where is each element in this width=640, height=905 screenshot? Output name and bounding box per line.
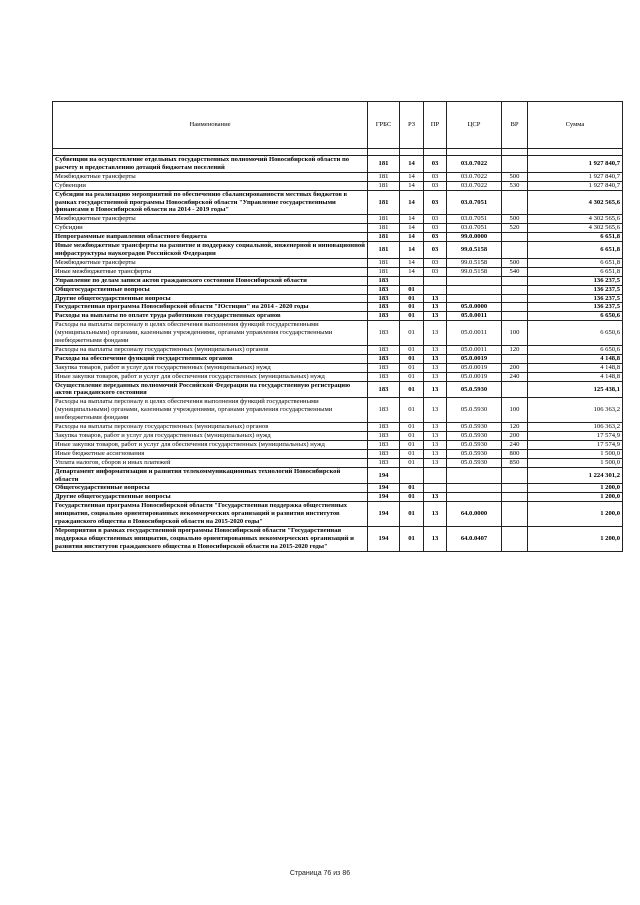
row-pr: 03: [424, 156, 447, 173]
row-grbs: 194: [368, 467, 400, 484]
row-sum: 6 650,6: [528, 312, 623, 321]
row-name: Иные бюджетные ассигнования: [53, 449, 368, 458]
row-sum: 106 363,2: [528, 423, 623, 432]
row-csr: [447, 294, 502, 303]
row-rz: 01: [400, 381, 424, 398]
table-row: [53, 526, 623, 551]
row-csr: 99.0.0000: [447, 233, 502, 242]
row-grbs: 183: [368, 276, 400, 285]
table-row: [53, 224, 623, 233]
table-row: [53, 449, 623, 458]
row-sum: 6 650,6: [528, 321, 623, 346]
row-pr: 13: [424, 321, 447, 346]
row-rz: 01: [400, 321, 424, 346]
table-row: [53, 398, 623, 423]
table-row: [53, 285, 623, 294]
row-sum: 136 237,5: [528, 285, 623, 294]
row-csr: [447, 484, 502, 493]
row-csr: 99.0.5158: [447, 267, 502, 276]
row-name: Субсидии на реализацию мероприятий по обеспечению сбалансированности местных бюджетов в рамках государственной программы Новосибирской области "Управление государственными финансами в Новосибирской области на 2014 - 2019 годы": [53, 190, 368, 215]
header-csr: ЦСР: [447, 102, 502, 149]
row-pr: 13: [424, 363, 447, 372]
row-name: Общегосударственные вопросы: [53, 285, 368, 294]
row-vr: 200: [502, 432, 528, 441]
row-rz: 01: [400, 432, 424, 441]
row-pr: 13: [424, 502, 447, 527]
row-sum: 17 574,9: [528, 432, 623, 441]
row-csr: 03.0.7022: [447, 181, 502, 190]
row-rz: [400, 276, 424, 285]
row-rz: 01: [400, 398, 424, 423]
row-vr: [502, 190, 528, 215]
table-row: [53, 312, 623, 321]
row-vr: [502, 502, 528, 527]
row-vr: [502, 285, 528, 294]
row-rz: 01: [400, 345, 424, 354]
row-csr: 05.0.5930: [447, 449, 502, 458]
row-csr: [447, 285, 502, 294]
row-vr: [502, 294, 528, 303]
row-rz: 01: [400, 449, 424, 458]
row-pr: 03: [424, 258, 447, 267]
row-pr: [424, 467, 447, 484]
row-vr: [502, 381, 528, 398]
row-pr: 13: [424, 312, 447, 321]
row-name: Расходы на выплаты персоналу в целях обеспечения выполнения функций государственными (муниципальными) органами, казенными учреждениями, органами управления государственными внебюджетными фондами: [53, 321, 368, 346]
row-vr: [502, 354, 528, 363]
row-name: Другие общегосударственные вопросы: [53, 294, 368, 303]
row-csr: 05.0.0019: [447, 372, 502, 381]
row-sum: 1 500,0: [528, 458, 623, 467]
row-name: Межбюджетные трансферты: [53, 172, 368, 181]
table-row: [53, 258, 623, 267]
row-grbs: 183: [368, 354, 400, 363]
row-csr: 03.0.7022: [447, 156, 502, 173]
row-pr: 13: [424, 303, 447, 312]
table-row: [53, 354, 623, 363]
table-row: [53, 172, 623, 181]
header-grbs: ГРБС: [368, 102, 400, 149]
row-sum: 1 224 301,2: [528, 467, 623, 484]
row-name: Осуществление переданных полномочий Российской Федерации на государственную регистрацию актов гражданского состояния: [53, 381, 368, 398]
row-csr: 05.0.5930: [447, 458, 502, 467]
row-grbs: 183: [368, 294, 400, 303]
table-row: [53, 423, 623, 432]
row-vr: [502, 303, 528, 312]
row-grbs: 181: [368, 267, 400, 276]
row-pr: 13: [424, 372, 447, 381]
row-sum: 136 237,5: [528, 276, 623, 285]
table-header-row: [53, 102, 623, 149]
row-csr: 99.0.5158: [447, 258, 502, 267]
row-rz: 14: [400, 172, 424, 181]
row-grbs: 181: [368, 172, 400, 181]
row-pr: 13: [424, 526, 447, 551]
row-name: Иные межбюджетные трансферты на развитие и поддержку социальной, инженерной и инновационной инфраструктуры наукоградов Российской Федерации: [53, 242, 368, 259]
row-rz: 01: [400, 440, 424, 449]
row-pr: [424, 484, 447, 493]
row-sum: 4 148,8: [528, 372, 623, 381]
page-number: Страница 76 из 86: [289, 870, 351, 877]
row-sum: 1 927 840,7: [528, 172, 623, 181]
row-sum: 6 651,8: [528, 258, 623, 267]
row-grbs: 183: [368, 321, 400, 346]
row-grbs: 183: [368, 423, 400, 432]
row-name: Уплата налогов, сборов и иных платежей: [53, 458, 368, 467]
row-csr: [447, 493, 502, 502]
row-sum: 136 237,5: [528, 303, 623, 312]
row-name: Субвенции на осуществление отдельных государственных полномочий Новосибирской области по расчету и предоставлению дотаций бюджетам поселений: [53, 156, 368, 173]
row-vr: 500: [502, 172, 528, 181]
row-name: Общегосударственные вопросы: [53, 484, 368, 493]
row-grbs: 181: [368, 233, 400, 242]
row-grbs: 181: [368, 156, 400, 173]
table-row: [53, 276, 623, 285]
row-vr: [502, 484, 528, 493]
row-sum: 17 574,9: [528, 440, 623, 449]
row-pr: 03: [424, 224, 447, 233]
row-vr: 120: [502, 423, 528, 432]
table-row: [53, 215, 623, 224]
row-rz: 14: [400, 233, 424, 242]
row-pr: 03: [424, 215, 447, 224]
table-row: [53, 372, 623, 381]
row-name: Расходы на обеспечение функций государственных органов: [53, 354, 368, 363]
row-rz: 01: [400, 458, 424, 467]
row-rz: 14: [400, 242, 424, 259]
row-sum: 1 500,0: [528, 449, 623, 458]
row-name: Субсидии: [53, 224, 368, 233]
row-pr: 03: [424, 190, 447, 215]
row-name: Иные межбюджетные трансферты: [53, 267, 368, 276]
row-grbs: 183: [368, 381, 400, 398]
row-vr: [502, 467, 528, 484]
row-csr: 05.0.0011: [447, 312, 502, 321]
header-sum: Сумма: [528, 102, 623, 149]
row-rz: 01: [400, 372, 424, 381]
table-row: [53, 321, 623, 346]
row-name: Закупка товаров, работ и услуг для государственных (муниципальных) нужд: [53, 363, 368, 372]
row-rz: 14: [400, 267, 424, 276]
row-csr: [447, 467, 502, 484]
table-row: [53, 233, 623, 242]
table-row: [53, 242, 623, 259]
row-name: Управление по делам записи актов гражданского состояния Новосибирской области: [53, 276, 368, 285]
row-pr: 13: [424, 294, 447, 303]
row-rz: 01: [400, 312, 424, 321]
table-body: [53, 149, 623, 552]
table-row: [53, 458, 623, 467]
row-pr: 03: [424, 172, 447, 181]
row-sum: 1 927 840,7: [528, 156, 623, 173]
row-sum: 4 148,8: [528, 363, 623, 372]
row-csr: 05.0.5930: [447, 381, 502, 398]
row-rz: 14: [400, 215, 424, 224]
row-vr: [502, 493, 528, 502]
row-name: Межбюджетные трансферты: [53, 215, 368, 224]
row-pr: 03: [424, 267, 447, 276]
row-vr: [502, 526, 528, 551]
row-sum: 1 200,0: [528, 526, 623, 551]
row-grbs: 181: [368, 242, 400, 259]
row-vr: 520: [502, 224, 528, 233]
row-name: Расходы на выплаты персоналу государственных (муниципальных) органов: [53, 423, 368, 432]
row-pr: 13: [424, 423, 447, 432]
row-sum: 6 650,6: [528, 345, 623, 354]
row-sum: 106 363,2: [528, 398, 623, 423]
row-grbs: 194: [368, 493, 400, 502]
row-rz: 01: [400, 354, 424, 363]
row-csr: 03.0.7022: [447, 172, 502, 181]
row-vr: 500: [502, 258, 528, 267]
row-grbs: 183: [368, 303, 400, 312]
row-grbs: 183: [368, 458, 400, 467]
row-sum: 4 302 565,6: [528, 190, 623, 215]
row-csr: 64.0.0000: [447, 502, 502, 527]
row-sum: 4 302 565,6: [528, 215, 623, 224]
row-rz: 01: [400, 526, 424, 551]
row-pr: 13: [424, 398, 447, 423]
table-row: [53, 484, 623, 493]
table-row: [53, 381, 623, 398]
row-rz: 01: [400, 285, 424, 294]
row-vr: [502, 312, 528, 321]
row-grbs: 183: [368, 398, 400, 423]
row-name: Департамент информатизации и развития телекоммуникационных технологий Новосибирской области: [53, 467, 368, 484]
row-vr: 530: [502, 181, 528, 190]
row-sum: 1 200,0: [528, 493, 623, 502]
row-csr: 99.0.5158: [447, 242, 502, 259]
row-csr: 05.0.0011: [447, 321, 502, 346]
row-rz: 14: [400, 258, 424, 267]
row-rz: 01: [400, 363, 424, 372]
row-sum: 6 651,8: [528, 267, 623, 276]
row-rz: 14: [400, 224, 424, 233]
header-vr: ВР: [502, 102, 528, 149]
table-row: [53, 493, 623, 502]
row-csr: 05.0.0019: [447, 363, 502, 372]
row-grbs: 183: [368, 312, 400, 321]
row-rz: 01: [400, 303, 424, 312]
row-vr: 850: [502, 458, 528, 467]
row-csr: 05.0.0000: [447, 303, 502, 312]
row-name: Иные закупки товаров, работ и услуг для обеспечения государственных (муниципальных) нужд: [53, 372, 368, 381]
row-grbs: 194: [368, 502, 400, 527]
row-pr: 13: [424, 449, 447, 458]
row-name: Государственная программа Новосибирской области "Юстиция" на 2014 - 2020 годы: [53, 303, 368, 312]
row-vr: [502, 233, 528, 242]
row-pr: [424, 285, 447, 294]
row-grbs: 181: [368, 258, 400, 267]
row-grbs: 181: [368, 215, 400, 224]
row-csr: 05.0.5930: [447, 398, 502, 423]
row-name: Другие общегосударственные вопросы: [53, 493, 368, 502]
row-vr: 540: [502, 267, 528, 276]
row-csr: 05.0.5930: [447, 432, 502, 441]
row-grbs: 183: [368, 363, 400, 372]
row-name: Мероприятия в рамках государственной программы Новосибирской области "Государственная поддержка общественных инициатив, социально ориентированных некоммерческих организаций и развития институтов гражданского общества в Новосибирской области на 2015-2020 годы": [53, 526, 368, 551]
row-sum: 1 927 840,7: [528, 181, 623, 190]
row-grbs: 183: [368, 345, 400, 354]
row-pr: [424, 276, 447, 285]
row-csr: 64.0.0407: [447, 526, 502, 551]
row-grbs: 183: [368, 449, 400, 458]
row-sum: 6 651,8: [528, 233, 623, 242]
row-pr: 03: [424, 233, 447, 242]
row-rz: [400, 467, 424, 484]
row-vr: 800: [502, 449, 528, 458]
row-grbs: 181: [368, 181, 400, 190]
row-pr: 03: [424, 181, 447, 190]
row-vr: 240: [502, 372, 528, 381]
row-grbs: 181: [368, 190, 400, 215]
row-sum: 4 302 565,6: [528, 224, 623, 233]
row-csr: 05.0.0011: [447, 345, 502, 354]
row-grbs: 183: [368, 372, 400, 381]
row-vr: [502, 276, 528, 285]
row-pr: 03: [424, 242, 447, 259]
table-row: [53, 345, 623, 354]
header-pr: ПР: [424, 102, 447, 149]
row-csr: 03.0.7051: [447, 215, 502, 224]
row-sum: 125 438,1: [528, 381, 623, 398]
row-vr: [502, 242, 528, 259]
row-csr: 05.0.0019: [447, 354, 502, 363]
table-row: [53, 181, 623, 190]
table-row: [53, 467, 623, 484]
row-pr: 13: [424, 458, 447, 467]
table-row: [53, 502, 623, 527]
row-sum: 1 200,0: [528, 502, 623, 527]
row-csr: 05.0.5930: [447, 423, 502, 432]
row-vr: 200: [502, 363, 528, 372]
header-name: Наименование: [53, 102, 368, 149]
row-name: Иные закупки товаров, работ и услуг для обеспечения государственных (муниципальных) нужд: [53, 440, 368, 449]
row-vr: [502, 156, 528, 173]
row-vr: 100: [502, 321, 528, 346]
table-row: [53, 363, 623, 372]
row-name: Расходы на выплаты персоналу государственных (муниципальных) органов: [53, 345, 368, 354]
row-rz: 01: [400, 484, 424, 493]
row-pr: 13: [424, 432, 447, 441]
row-csr: 05.0.5930: [447, 440, 502, 449]
row-sum: 6 651,8: [528, 242, 623, 259]
row-rz: 01: [400, 294, 424, 303]
row-name: Расходы на выплаты персоналу в целях обеспечения выполнения функций государственными (муниципальными) органами, казенными учреждениями, органами управления государственными внебюджетными фондами: [53, 398, 368, 423]
row-rz: 14: [400, 156, 424, 173]
row-rz: 01: [400, 502, 424, 527]
table-row: [53, 156, 623, 173]
row-pr: 13: [424, 493, 447, 502]
row-csr: 03.0.7051: [447, 190, 502, 215]
row-pr: 13: [424, 345, 447, 354]
row-rz: 14: [400, 181, 424, 190]
row-name: Непрограммные направления областного бюджета: [53, 233, 368, 242]
row-csr: 03.0.7051: [447, 224, 502, 233]
row-rz: 01: [400, 493, 424, 502]
row-name: Государственная программа Новосибирской области "Государственная поддержка общественных инициатив, социально ориентированных некоммерческих организаций и развития институтов гражданского общества в Новосибирской области на 2015-2020 годы": [53, 502, 368, 527]
table-row: [53, 267, 623, 276]
row-grbs: 183: [368, 432, 400, 441]
row-vr: 100: [502, 398, 528, 423]
row-sum: 4 148,8: [528, 354, 623, 363]
table-row: [53, 303, 623, 312]
header-rz: РЗ: [400, 102, 424, 149]
row-name: Субвенции: [53, 181, 368, 190]
row-pr: 13: [424, 381, 447, 398]
row-rz: 01: [400, 423, 424, 432]
table-row: [53, 294, 623, 303]
row-grbs: 194: [368, 526, 400, 551]
row-name: Закупка товаров, работ и услуг для государственных (муниципальных) нужд: [53, 432, 368, 441]
row-sum: 136 237,5: [528, 294, 623, 303]
table-row: [53, 432, 623, 441]
row-name: Расходы на выплаты по оплате труда работников государственных органов: [53, 312, 368, 321]
row-csr: [447, 276, 502, 285]
row-grbs: 194: [368, 484, 400, 493]
row-grbs: 183: [368, 285, 400, 294]
row-vr: 240: [502, 440, 528, 449]
row-pr: 13: [424, 354, 447, 363]
row-grbs: 181: [368, 224, 400, 233]
budget-table: [52, 101, 623, 552]
row-pr: 13: [424, 440, 447, 449]
row-grbs: 183: [368, 440, 400, 449]
row-sum: 1 200,0: [528, 484, 623, 493]
table-row: [53, 440, 623, 449]
row-vr: 500: [502, 215, 528, 224]
spacer-row: [53, 149, 623, 156]
table-row: [53, 190, 623, 215]
row-name: Межбюджетные трансферты: [53, 258, 368, 267]
row-vr: 120: [502, 345, 528, 354]
row-rz: 14: [400, 190, 424, 215]
